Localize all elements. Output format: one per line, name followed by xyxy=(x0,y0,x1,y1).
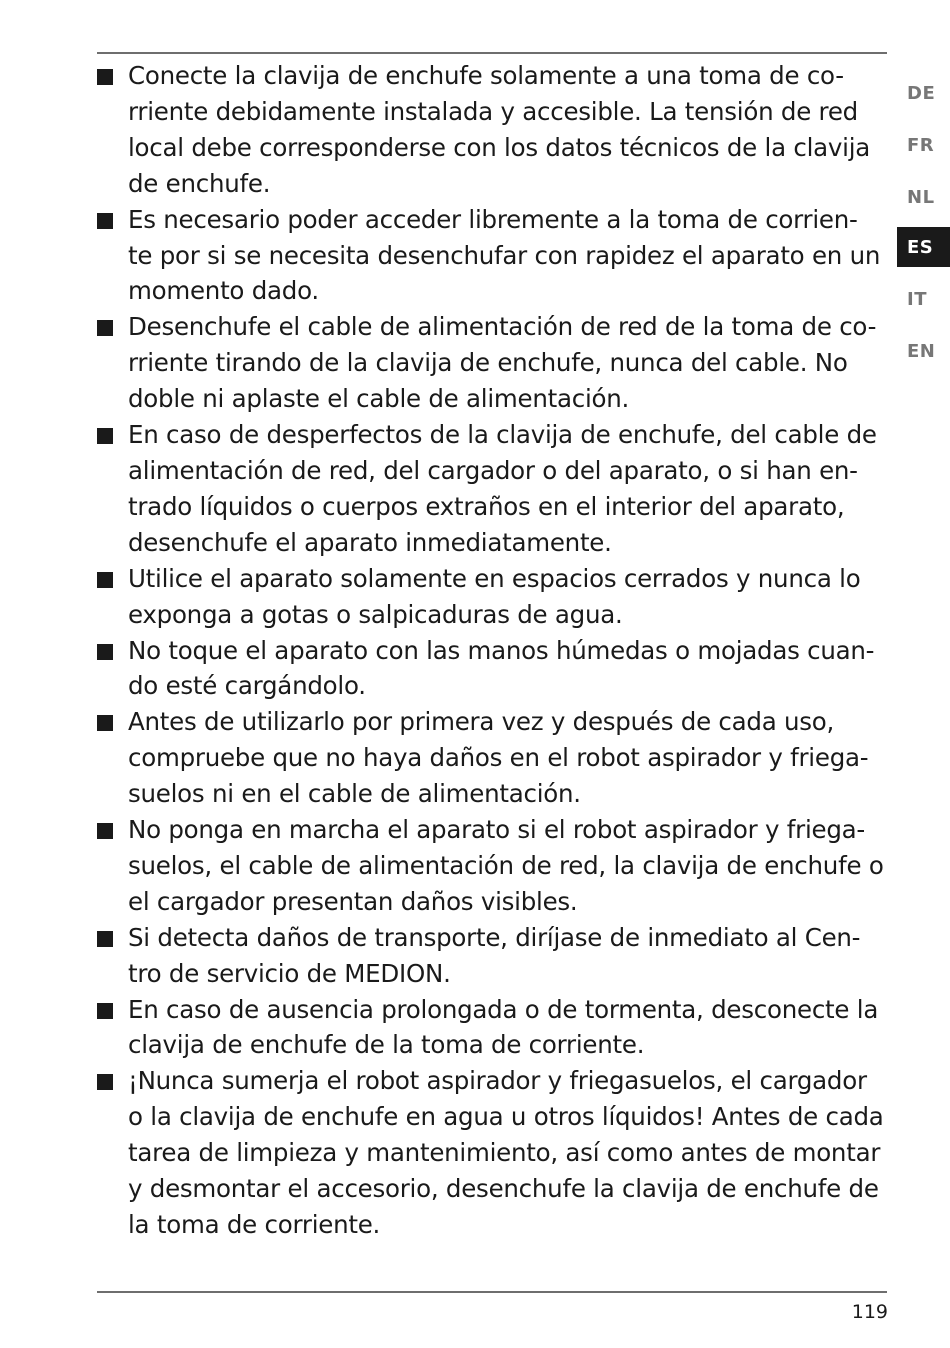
list-item xyxy=(97,704,897,812)
safety-instructions-list xyxy=(97,58,897,1243)
list-item xyxy=(97,1063,897,1243)
list-item-text: En caso de ausencia prolongada o de tormenta, desconecte la clavija de enchufe de la toma de corriente. xyxy=(128,994,879,1060)
top-divider xyxy=(97,52,887,54)
square-bullet-icon xyxy=(97,320,113,336)
square-bullet-icon xyxy=(97,213,113,229)
square-bullet-icon xyxy=(97,715,113,731)
list-item xyxy=(97,920,897,992)
list-item xyxy=(97,58,897,202)
list-item xyxy=(97,417,897,561)
list-item xyxy=(97,992,897,1064)
language-tab-fr[interactable]: FR xyxy=(907,134,935,156)
list-item xyxy=(97,561,897,633)
list-item-text: Desenchufe el cable de alimentación de red de la toma de co- rriente tirando de la clavija de enchufe, nunca del cable. No doble ni aplaste el cable de alimentación. xyxy=(128,312,877,414)
square-bullet-icon xyxy=(97,428,113,444)
list-item xyxy=(97,202,897,310)
square-bullet-icon xyxy=(97,823,113,839)
list-item-text: Es necesario poder acceder libremente a la toma de corrien- te por si se necesita desenchufar con rapidez el aparato en un momento dado. xyxy=(128,204,881,306)
square-bullet-icon xyxy=(97,1003,113,1019)
language-tab-en[interactable]: EN xyxy=(907,340,936,362)
list-item-text: Utilice el aparato solamente en espacios cerrados y nunca lo exponga a gotas o salpicaduras de agua. xyxy=(128,563,861,629)
list-item-text: No toque el aparato con las manos húmedas o mojadas cuan- do esté cargándolo. xyxy=(128,635,875,701)
language-tab-nl[interactable]: NL xyxy=(907,186,935,208)
language-tab-de[interactable]: DE xyxy=(907,82,936,104)
list-item xyxy=(97,309,897,417)
list-item-text: Conecte la clavija de enchufe solamente a una toma de co- rriente debidamente instalada y accesible. La tensión de red local debe corresponderse con los datos técnicos de la clavija de enchufe. xyxy=(128,61,871,198)
list-item xyxy=(97,633,897,705)
page-number: 119 xyxy=(851,1301,888,1323)
list-item-text: Si detecta daños de transporte, diríjase de inmediato al Cen- tro de servicio de MEDION. xyxy=(128,922,861,988)
square-bullet-icon xyxy=(97,69,113,85)
language-tab-it[interactable]: IT xyxy=(907,288,927,310)
list-item-text: No ponga en marcha el aparato si el robot aspirador y friega- suelos, el cable de alimentación de red, la clavija de enchufe o el cargador presentan daños visibles. xyxy=(128,815,884,916)
bottom-divider xyxy=(97,1291,887,1293)
list-item xyxy=(97,812,897,920)
square-bullet-icon xyxy=(97,644,113,660)
language-tab-es[interactable]: ES xyxy=(897,227,950,267)
square-bullet-icon xyxy=(97,931,113,947)
list-item-text: Antes de utilizarlo por primera vez y después de cada uso, compruebe que no haya daños en el robot aspirador y friega- suelos ni en el cable de alimentación. xyxy=(128,707,869,809)
square-bullet-icon xyxy=(97,572,113,588)
list-item-text: ¡Nunca sumerja el robot aspirador y friegasuelos, el cargador o la clavija de enchufe en agua u otros líquidos! Antes de cada tarea de limpieza y mantenimiento, así como antes de montar y desmontar el accesorio, desenchufe la clavija de enchufe de la toma de corriente. xyxy=(128,1066,884,1239)
list-item-text: En caso de desperfectos de la clavija de enchufe, del cable de alimentación de red, del cargador o del aparato, o si han en- trado líquidos o cuerpos extraños en el interior del aparato, desenchufe el aparato inmediatamente. xyxy=(128,420,877,557)
square-bullet-icon xyxy=(97,1074,113,1090)
